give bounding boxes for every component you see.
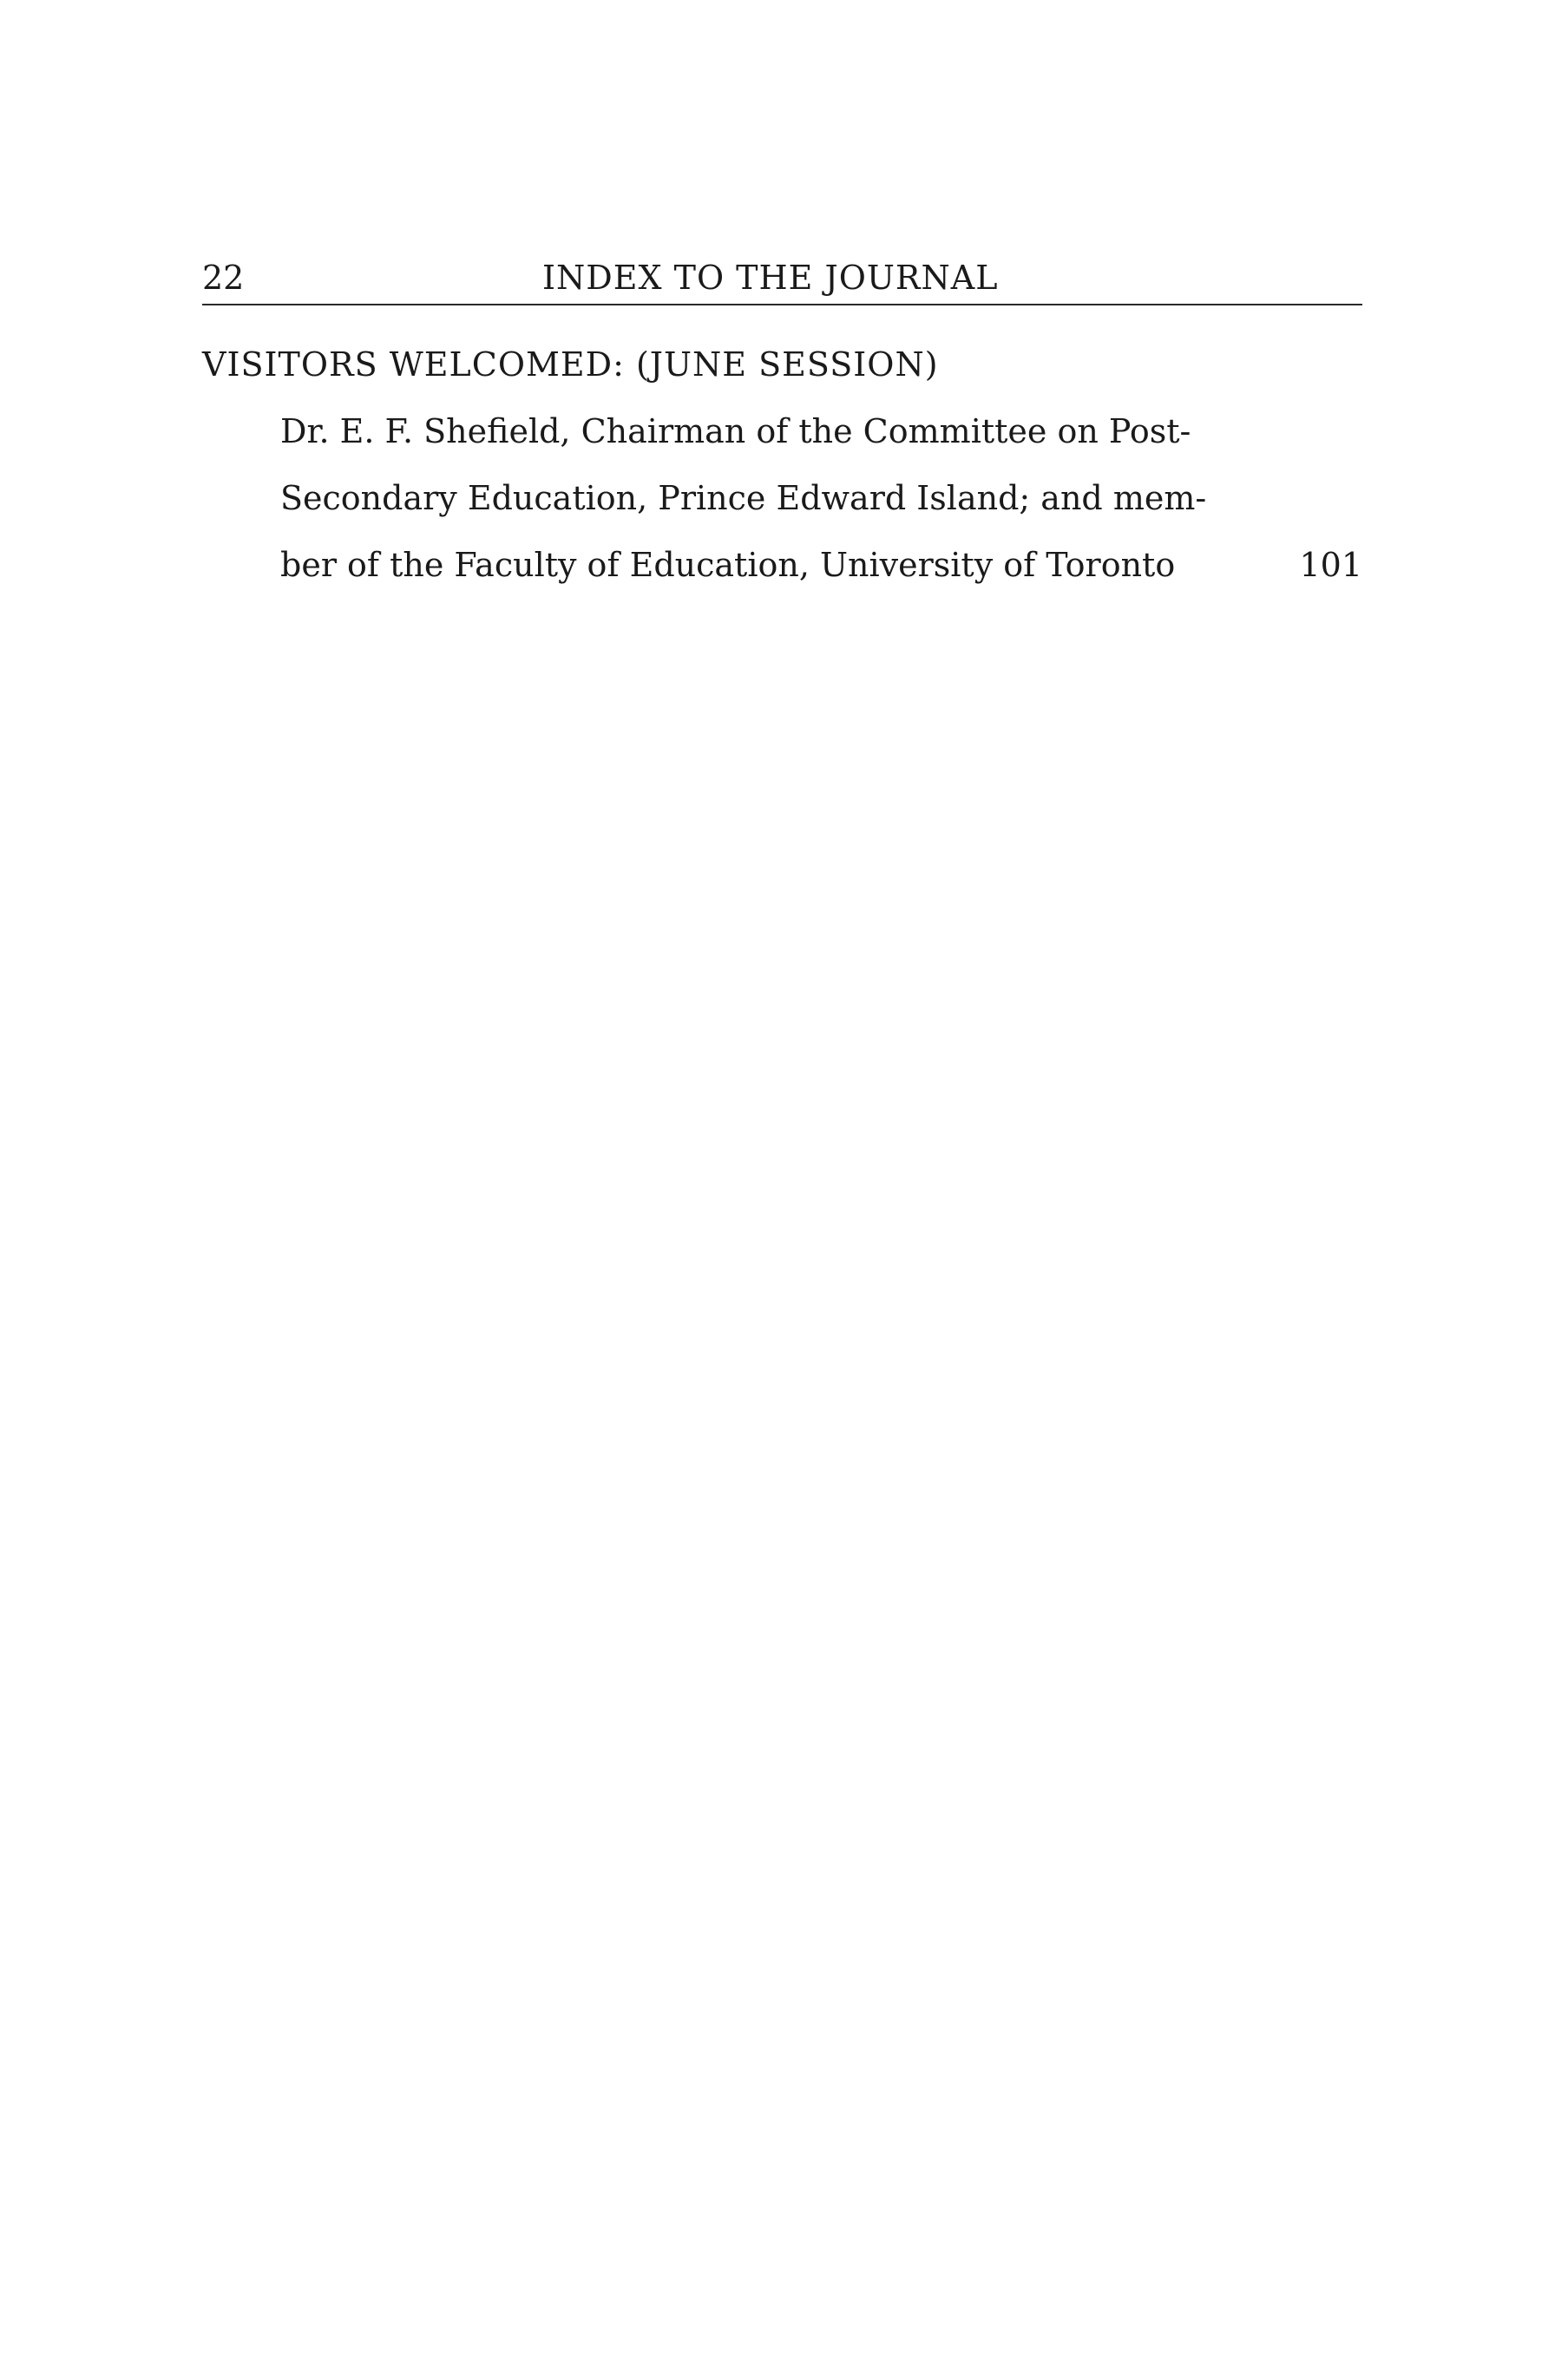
index-entry (202, 345, 1362, 584)
page-number: 22 (202, 259, 245, 297)
entry-line: Secondary Education, Prince Edward Island; and mem- (280, 479, 1207, 517)
running-head (202, 252, 1362, 305)
running-title: INDEX TO THE JOURNAL (542, 259, 999, 297)
page-reference: 101 (1299, 546, 1362, 584)
entry-subentry (280, 412, 1362, 584)
entry-heading: VISITORS WELCOMED: (JUNE SESSION) (202, 345, 939, 384)
entry-line-text: ber of the Faculty of Education, University of Toronto (280, 546, 1176, 584)
entry-line (280, 546, 1362, 584)
entry-line: Dr. E. F. Shefield, Chairman of the Committee on Post- (280, 412, 1191, 450)
